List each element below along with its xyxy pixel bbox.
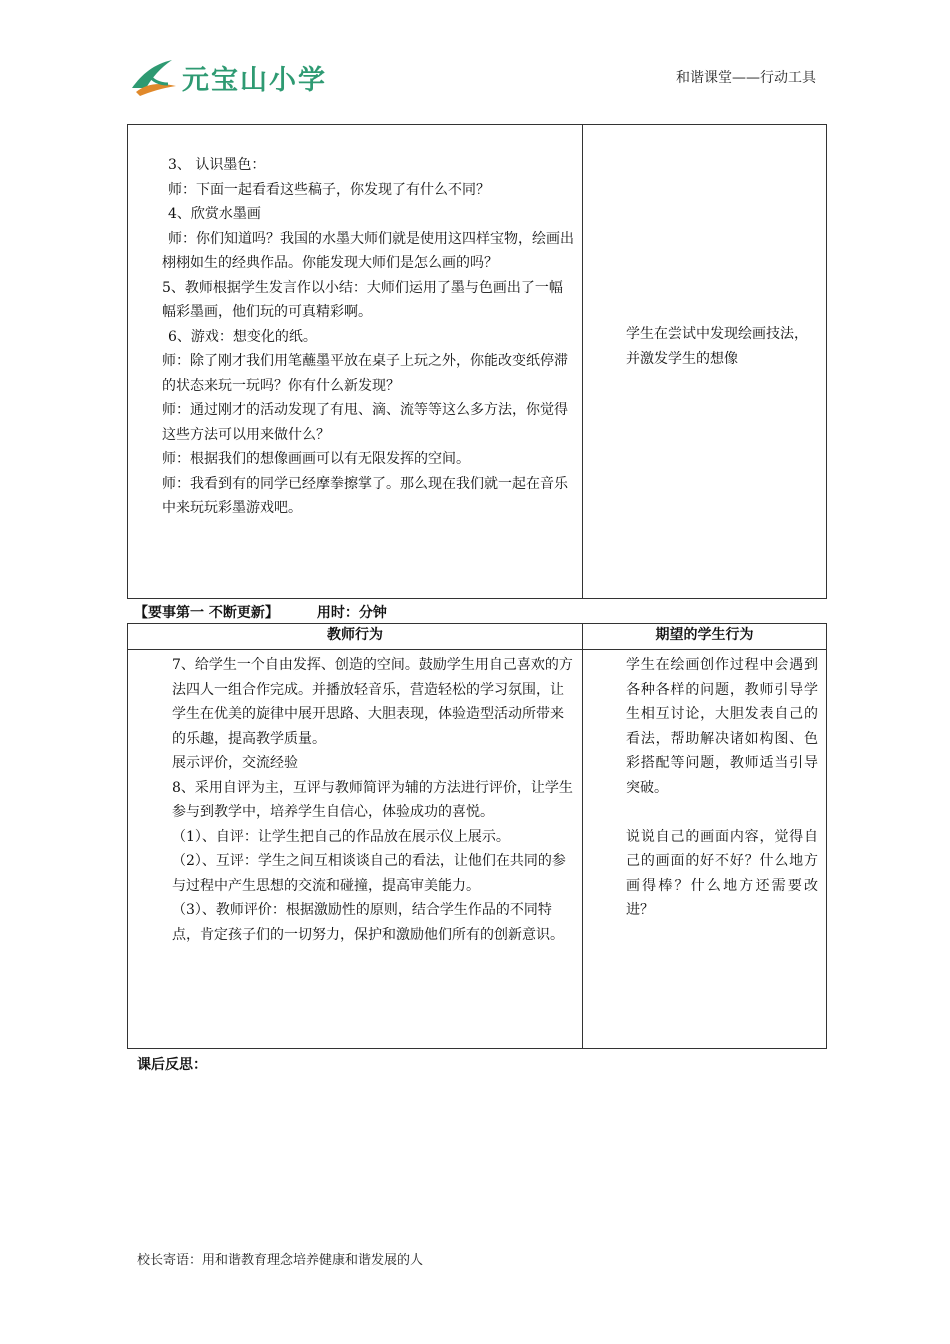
reflection-label: 课后反思： <box>137 1057 207 1073</box>
section-heading: 【要事第一 不断更新】 <box>134 605 279 621</box>
school-name: 元宝山小学 <box>182 65 327 96</box>
teacher-column-header: 教师行为 <box>128 624 583 650</box>
teacher-line: 师：我看到有的同学已经摩拳擦掌了。那么现在我们就一起在音乐中来玩玩彩墨游戏吧。 <box>162 475 568 516</box>
time-label: 用时：分钟 <box>316 605 387 621</box>
lesson-table-1 <box>127 124 827 599</box>
teacher-line: 7、给学生一个自由发挥、创造的空间。鼓励学生用自己喜欢的方法四人一组合作完成。并播放轻音乐，营造轻松的学习氛围，让学生在优美的旋律中展开思路、大胆表现，体验造型活动所带来的乐趣，提高教学质量。 <box>172 657 573 747</box>
student-cell <box>583 125 827 599</box>
section-title <box>134 602 387 622</box>
footer-motto: 校长寄语：用和谐教育理念培养健康和谐发展的人 <box>137 1253 424 1268</box>
teacher-line: 师：根据我们的想像画画可以有无限发挥的空间。 <box>162 451 470 467</box>
teacher-line: 6、游戏：想变化的纸。 <box>168 328 317 345</box>
teacher-cell <box>128 125 583 599</box>
teacher-line: 8、采用自评为主，互评与教师简评为辅的方法进行评价，让学生参与到教学中，培养学生自信心，体验成功的喜悦。 <box>172 779 573 820</box>
student-text: 学生在尝试中发现绘画技法，并激发学生的想像 <box>626 326 808 367</box>
teacher-line: 5、教师根据学生发言作以小结：大师们运用了墨与色画出了一幅幅彩墨画，他们玩的可真精彩啊。 <box>162 279 563 320</box>
school-logo <box>128 54 368 98</box>
student-text: 说说自己的画面内容，觉得自己的画面的好不好？什么地方画得棒？什么地方还需要改进？ <box>626 828 818 918</box>
teacher-line: 师：除了刚才我们用笔蘸墨平放在桌子上玩之外，你能改变纸停滞的状态来玩一玩吗？你有什么新发现？ <box>162 353 568 394</box>
teacher-line: 师：你们知道吗？我国的水墨大师们就是使用这四样宝物，绘画出栩栩如生的经典作品。你能发现大师们是怎么画的吗？ <box>162 230 574 271</box>
teacher-cell <box>128 650 583 1049</box>
student-column-header: 期望的学生行为 <box>583 624 827 650</box>
teacher-line: （3）、教师评价：根据激励性的原则，结合学生作品的不同特点，肯定孩子们的一切努力，保护和激励他们所有的创新意识。 <box>172 902 564 943</box>
header-title: 和谐课堂——行动工具 <box>676 70 816 86</box>
teacher-line: 师：下面一起看看这些稿子，你发现了有什么不同？ <box>168 181 490 198</box>
student-cell <box>583 650 827 1049</box>
teacher-line: 师：通过刚才的活动发现了有甩、滴、流等等这么多方法，你觉得这些方法可以用来做什么？ <box>162 402 568 443</box>
teacher-line: 展示评价，交流经验 <box>172 755 298 771</box>
teacher-line: 4、欣赏水墨画 <box>168 206 261 222</box>
logo-emblem-icon <box>128 54 180 98</box>
teacher-line: 3、 认识墨色： <box>168 157 266 173</box>
teacher-line: （1）、自评：让学生把自己的作品放在展示仪上展示。 <box>172 828 510 845</box>
teacher-line: （2）、互评：学生之间互相谈谈自己的看法，让他们在共同的参与过程中产生思想的交流和碰撞，提高审美能力。 <box>172 853 566 894</box>
lesson-table-2 <box>127 623 827 1049</box>
student-text: 学生在绘画创作过程中会遇到各种各样的问题，教师引导学生相互讨论，大胆发表自己的看法，帮助解决诸如构图、色彩搭配等问题，教师适当引导突破。 <box>626 657 818 796</box>
